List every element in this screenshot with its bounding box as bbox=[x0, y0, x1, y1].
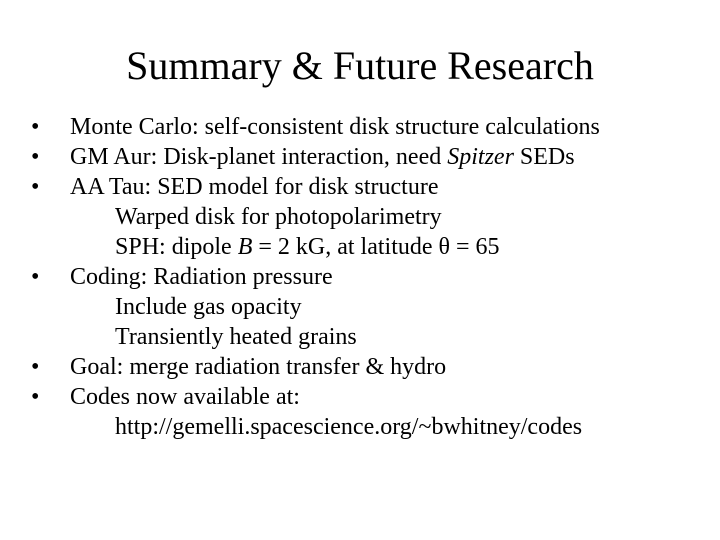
sub-item-heated-grains: Transiently heated grains bbox=[115, 324, 357, 350]
bullet-dot: • bbox=[31, 144, 40, 170]
bullet-codes-available bbox=[30, 382, 710, 442]
bullet-monte-carlo bbox=[30, 112, 710, 142]
sub-text-prefix: SPH: dipole bbox=[115, 234, 238, 260]
bullet-text-prefix: GM Aur: Disk-planet interaction, need bbox=[70, 144, 448, 170]
spitzer-emphasis: Spitzer bbox=[447, 144, 514, 170]
bullet-dot: • bbox=[31, 354, 40, 380]
sub-item-sph bbox=[70, 232, 710, 262]
sub-text-suffix: = 2 kG, at latitude θ = 65 bbox=[252, 234, 500, 260]
sub-item-gas-opacity: Include gas opacity bbox=[115, 294, 302, 320]
bullet-aa-tau bbox=[30, 172, 710, 262]
bullet-text: AA Tau: SED model for disk structure bbox=[70, 174, 439, 200]
bullet-coding bbox=[30, 262, 710, 352]
slide-title: Summary & Future Research bbox=[126, 43, 594, 88]
sub-item-warped-disk: Warped disk for photopolarimetry bbox=[115, 204, 442, 230]
bullet-dot: • bbox=[31, 264, 40, 290]
bullet-text: Coding: Radiation pressure bbox=[70, 264, 333, 290]
bullet-text: Codes now available at: bbox=[70, 384, 300, 410]
bullet-text-suffix: SEDs bbox=[513, 144, 575, 170]
bullet-text: Goal: merge radiation transfer & hydro bbox=[70, 354, 447, 380]
bullet-goal bbox=[30, 352, 710, 382]
bullet-text: Monte Carlo: self-consistent disk structure calculations bbox=[70, 114, 600, 140]
bullet-dot: • bbox=[31, 174, 40, 200]
bullet-gm-aur bbox=[30, 142, 710, 172]
b-field-symbol: B bbox=[237, 234, 253, 260]
bullet-dot: • bbox=[31, 114, 40, 140]
bullet-dot: • bbox=[31, 384, 40, 410]
codes-url: http://gemelli.spacescience.org/~bwhitney/codes bbox=[115, 414, 583, 440]
bullet-list bbox=[30, 112, 710, 442]
